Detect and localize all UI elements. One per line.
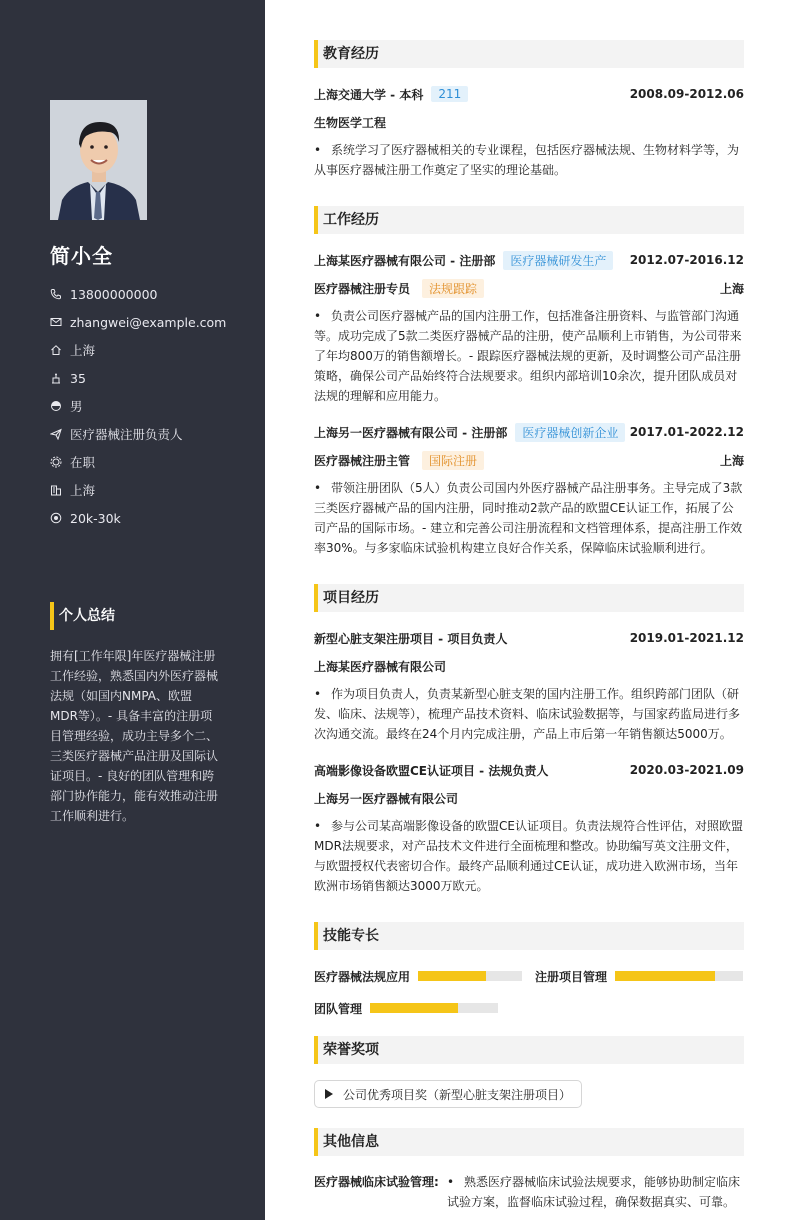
project-period: 2020.03-2021.09 [629, 763, 744, 777]
sidebar [0, 0, 265, 1220]
other-info [314, 1172, 744, 1212]
status-value: 在职 [70, 455, 96, 470]
project-header [314, 760, 744, 780]
education-header [314, 84, 744, 104]
other-text-wrap [447, 1172, 744, 1212]
bullet-icon: • [314, 309, 322, 323]
summary-title: 个人总结 [50, 602, 115, 630]
email-icon [50, 316, 62, 328]
gender-icon [50, 400, 62, 412]
job-value: 医疗器械注册负责人 [70, 427, 183, 442]
education-major: 生物医学工程 [314, 115, 387, 130]
skill-bar [370, 1003, 498, 1013]
work-position-tag: 法规跟踪 [422, 279, 484, 298]
work-position: 医疗器械注册主管 [314, 453, 411, 468]
work-city: 上海 [719, 453, 744, 468]
education-desc [314, 140, 744, 180]
skill-item [314, 998, 498, 1018]
project-company-row [314, 788, 744, 808]
project-company: 上海某医疗器械有限公司 [314, 659, 447, 674]
contact-email [50, 308, 226, 336]
city-icon [50, 484, 62, 496]
education-school: 上海交通大学 - 本科 [314, 87, 424, 102]
section-education-title: 教育经历 [314, 40, 744, 68]
bullet-icon: • [447, 1175, 455, 1189]
contact-phone [50, 280, 226, 308]
project-desc-text: 作为项目负责人，负责某新型心脏支架的国内注册工作。组织跨部门团队（研发、临床、法规等），梳理产品技术资料、临床试验数据等，与国家药监局进行多次沟通交流。最终在24个月内完成注册，产品上市后第一年销售额达5000万。 [314, 687, 741, 741]
phone-icon [50, 288, 62, 300]
work-industry-tag: 医疗器械研发生产 [503, 251, 613, 270]
bullet-icon: • [314, 143, 322, 157]
work-position-row [314, 450, 744, 470]
work-position-row [314, 278, 744, 298]
education-period: 2008.09-2012.06 [629, 87, 744, 101]
work-company: 上海某医疗器械有限公司 - 注册部 [314, 253, 496, 268]
bullet-icon: • [314, 819, 322, 833]
work-item-header [314, 422, 744, 442]
bullet-icon: • [314, 687, 322, 701]
age-value: 35 [70, 370, 86, 386]
contact-job [50, 420, 226, 448]
project-desc-text: 参与公司某高端影像设备的欧盟CE认证项目。负责法规符合性评估，对照欧盟MDR法规要求，对产品技术文件进行全面梳理和整改。协助编写英文注册文件，与欧盟授权代表密切合作。最终产品顺利通过CE认证，成功进入欧洲市场，当年欧洲市场销售额达3000万欧元。 [314, 819, 743, 893]
email-value: zhangwei@example.com [70, 314, 227, 330]
play-triangle-icon [325, 1089, 333, 1099]
home-icon [50, 344, 62, 356]
education-major-row [314, 112, 744, 132]
project-name: 新型心脏支架注册项目 - 项目负责人 [314, 631, 508, 646]
location-value: 上海 [70, 343, 96, 358]
project-company-row [314, 656, 744, 676]
award-item[interactable] [314, 1080, 582, 1108]
section-other-title: 其他信息 [314, 1128, 744, 1156]
skill-name: 注册项目管理 [535, 969, 608, 984]
project-company: 上海另一医疗器械有限公司 [314, 791, 459, 806]
contact-city [50, 476, 226, 504]
work-desc-text: 带领注册团队（5人）负责公司国内外医疗器械产品注册事务。主导完成了3款三类医疗器械产品的国内注册，同时推动2款产品的欧盟CE认证工作，拓展了公司产品的国际市场。- 建立和完善公司注册流程和文档管理体系，提高注册工作效率30%。与多家临床试验机构建立良好合作关系，保障临床试验顺利进行。 [314, 481, 743, 555]
project-desc [314, 684, 744, 744]
work-desc [314, 478, 744, 558]
contact-gender [50, 392, 226, 420]
other-label: 医疗器械临床试验管理: [314, 1175, 439, 1189]
project-header [314, 628, 744, 648]
work-period: 2012.07-2016.12 [629, 253, 744, 267]
project-name: 高端影像设备欧盟CE认证项目 - 法规负责人 [314, 763, 549, 778]
skill-bar-fill [418, 971, 486, 981]
section-awards-title: 荣誉奖项 [314, 1036, 744, 1064]
project-period: 2019.01-2021.12 [629, 631, 744, 645]
other-text: 熟悉医疗器械临床试验法规要求，能够协助制定临床试验方案，监督临床试验过程，确保数据真实、可靠。 [447, 1175, 741, 1209]
work-industry-tag: 医疗器械创新企业 [515, 423, 625, 442]
summary-text: 拥有[工作年限]年医疗器械注册工作经验，熟悉国内外医疗器械法规（如国内NMPA、欧盟MDR等）。- 具备丰富的注册项目管理经验，成功主导多个二、三类医疗器械产品注册及国际认证项目。- 良好的团队管理和跨部门协作能力，能有效推动注册工作顺利进行。 [50, 649, 219, 823]
education-desc-text: 系统学习了医疗器械相关的专业课程，包括医疗器械法规、生物材料学等，为从事医疗器械注册工作奠定了坚实的理论基础。 [314, 143, 740, 177]
city-value: 上海 [70, 483, 96, 498]
work-desc [314, 306, 744, 406]
salary-value: 20k-30k [70, 510, 121, 526]
avatar [50, 100, 147, 220]
skill-name: 医疗器械法规应用 [314, 969, 411, 984]
section-projects-title: 项目经历 [314, 584, 744, 612]
job-icon [50, 428, 62, 440]
skill-name: 团队管理 [314, 1001, 363, 1016]
skill-bar [418, 971, 522, 981]
work-period: 2017.01-2022.12 [629, 425, 744, 439]
contact-age [50, 364, 226, 392]
salary-icon [50, 512, 62, 524]
work-city: 上海 [719, 281, 744, 296]
award-label: 公司优秀项目奖（新型心脏支架注册项目） [343, 1087, 572, 1102]
work-position-tag: 国际注册 [422, 451, 484, 470]
skill-bar-fill [370, 1003, 458, 1013]
age-icon [50, 372, 62, 384]
status-icon [50, 456, 62, 468]
candidate-name: 简小全 [50, 244, 113, 268]
project-desc [314, 816, 744, 896]
contact-list [50, 280, 226, 532]
work-position: 医疗器械注册专员 [314, 281, 411, 296]
gender-value: 男 [70, 399, 83, 414]
skill-item [535, 966, 743, 986]
work-company: 上海另一医疗器械有限公司 - 注册部 [314, 425, 508, 440]
bullet-icon: • [314, 481, 322, 495]
contact-status [50, 448, 226, 476]
education-tag: 211 [431, 86, 468, 102]
work-item-header [314, 250, 744, 270]
skill-bar [615, 971, 743, 981]
contact-salary [50, 504, 226, 532]
section-skills-title: 技能专长 [314, 922, 744, 950]
skill-item [314, 966, 522, 986]
contact-location [50, 336, 226, 364]
section-work-title: 工作经历 [314, 206, 744, 234]
work-desc-text: 负责公司医疗器械产品的国内注册工作，包括准备注册资料、与监管部门沟通等。成功完成了5款二类医疗器械产品的注册，使产品顺利上市销售，为公司带来了年均800万的销售额增长。- 跟踪医疗器械法规的更新，及时调整公司产品注册策略，确保公司产品始终符合法规要求。组织内部培训10余次，提升团队成员对法规的理解和应用能力。 [314, 309, 742, 403]
skill-bar-fill [615, 971, 715, 981]
phone-value: 13800000000 [70, 286, 158, 302]
